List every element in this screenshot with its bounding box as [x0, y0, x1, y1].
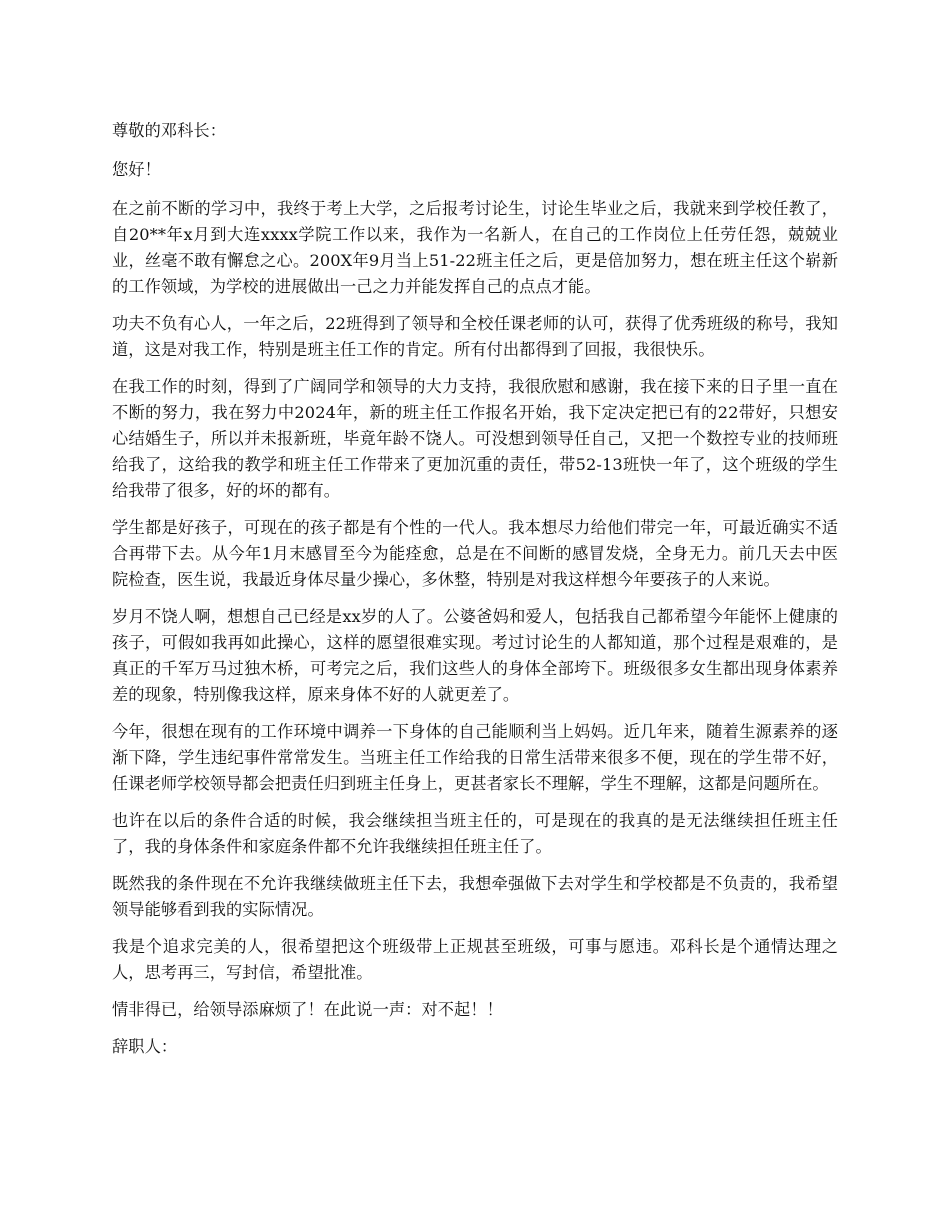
paragraph-7: 也许在以后的条件合适的时候，我会继续担当班主任的，可是现在的我真的是无法继续担任班主任了，我的身体条件和家庭条件都不允许我继续担任班主任了。 [112, 811, 838, 856]
signature: 辞职人： [112, 1037, 178, 1056]
paragraph-1: 在之前不断的学习中，我终于考上大学，之后报考讨论生，讨论生毕业之后，我就来到学校任教了，自20**年x月到大连xxxx学院工作以来，我作为一名新人，在自己的工作岗位上任劳任怨，兢兢业业，丝毫不敢有懈怠之心。200X年9月当上51-22班主任之后，更是倍加努力，想在班主任这个崭新的工作领域，为学校的进展做出一己之力并能发挥自己的点点才能。 [112, 199, 838, 296]
paragraph-2: 功夫不负有心人，一年之后，22班得到了领导和全校任课老师的认可，获得了优秀班级的称号，我知道，这是对我工作，特别是班主任工作的肯定。所有付出都得到了回报，我很快乐。 [112, 314, 838, 359]
greeting: 您好！ [112, 160, 161, 179]
salutation: 尊敬的邓科长： [112, 121, 227, 140]
paragraph-3: 在我工作的时刻，得到了广阔同学和领导的大力支持，我很欣慰和感谢，我在接下来的日子里一直在不断的努力，我在努力中2024年，新的班主任工作报名开始，我下定决定把已有的22带好，只想安心结婚生子，所以并未报新班，毕竟年龄不饶人。可没想到领导任自己，又把一个数控专业的技师班给我了，这给我的教学和班主任工作带来了更加沉重的责任，带52-13班快一年了，这个班级的学生给我带了很多，好的坏的都有。 [112, 377, 838, 500]
paragraph-10: 情非得已，给领导添麻烦了！在此说一声：对不起！！ [112, 1000, 503, 1019]
letter-body [112, 118, 838, 1071]
paragraph-5: 岁月不饶人啊，想想自己已经是xx岁的人了。公婆爸妈和爱人，包括我自己都希望今年能怀上健康的孩子，可假如我再如此操心，这样的愿望很难实现。考过讨论生的人都知道，那个过程是艰难的，是真正的千军万马过独木桥，可考完之后，我们这些人的身体全部垮下。班级很多女生都出现身体素养差的现象，特别像我这样，原来身体不好的人就更差了。 [112, 607, 838, 704]
paragraph-6: 今年，很想在现有的工作环境中调养一下身体的自己能顺利当上妈妈。近几年来，随着生源素养的逐渐下降，学生违纪事件常常发生。当班主任工作给我的日常生活带来很多不便，现在的学生带不好，任课老师学校领导都会把责任归到班主任身上，更甚者家长不理解，学生不理解，这都是问题所在。 [112, 722, 838, 793]
paragraph-8: 既然我的条件现在不允许我继续做班主任下去，我想牵强做下去对学生和学校都是不负责的，我希望领导能够看到我的实际情况。 [112, 874, 838, 919]
paragraph-9: 我是个追求完美的人，很希望把这个班级带上正规甚至班级，可事与愿违。邓科长是个通情达理之人，思考再三，写封信，希望批准。 [112, 937, 838, 982]
paragraph-4: 学生都是好孩子，可现在的孩子都是有个性的一代人。我本想尽力给他们带完一年，可最近确实不适合再带下去。从今年1月末感冒至今为能痊愈，总是在不间断的感冒发烧，全身无力。前几天去中医院检查，医生说，我最近身体尽量少操心，多休整，特别是对我这样想今年要孩子的人来说。 [112, 518, 838, 589]
